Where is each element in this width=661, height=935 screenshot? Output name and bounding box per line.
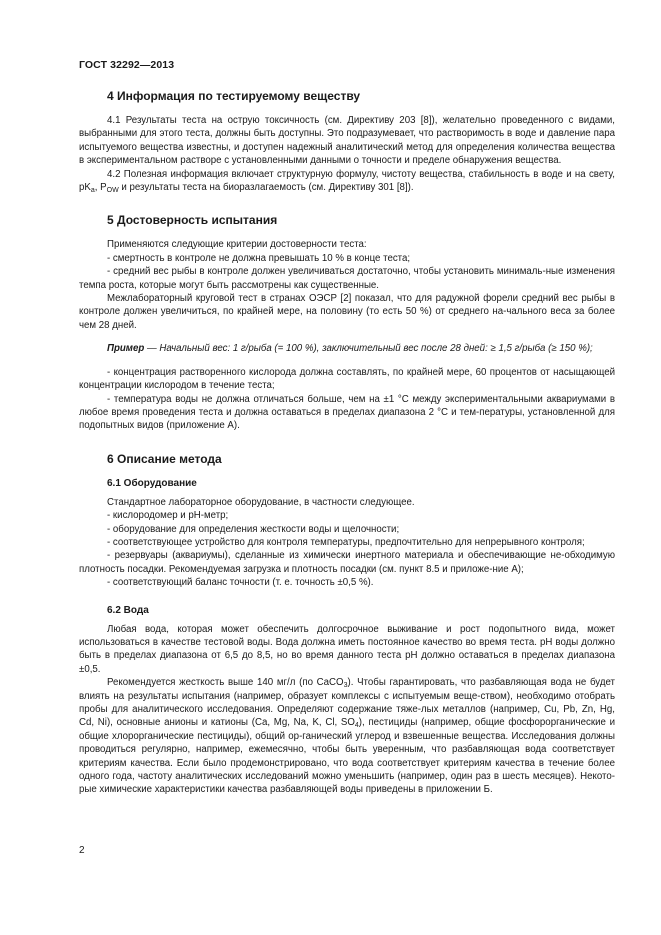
section-4-1-paragraph: 4.1 Результаты теста на острую токсичность (см. Директиву 203 [8]), желательно проведенного с видами, выбранными для этого теста, должны быть доступны. Это подразумевает, что растворимость в воде и давление пара испытуемого вещества известны, и доступен надежный аналитический метод для определения количества вещества в экспериментальном растворе с установленными данными о точности и пределе обнаружения вещества.	[79, 115, 615, 167]
water-paragraph-2	[79, 676, 615, 797]
criterion-temperature: - температура воды не должна отличаться больше, чем на ±1 °C между экспериментальными аквариумами в любое время проведения теста и должна оставаться в пределах диапазона 2 °C и тем-пературы, установленной для подопытных видов (приложение А).	[79, 393, 615, 432]
pow-subscript: OW	[106, 187, 119, 195]
section-5-intro: Применяются следующие критерии достоверности теста:	[107, 239, 367, 251]
section-4-2-text-c: и результаты теста на биоразлагаемость (см. Директиву 301 [8]).	[118, 182, 414, 194]
section-4-2-paragraph	[79, 168, 615, 195]
equipment-item-temperature: - соответствующее устройство для контроля температуры, предпочтительно для непрерывного контроля;	[107, 536, 585, 548]
so4-subscript: 4	[354, 722, 359, 730]
criterion-weight: - средний вес рыбы в контроле должен увеличиваться достаточно, чтобы установить минималь-ные изменения темпа роста, которые могут быть рассмотрены как существенные.	[79, 266, 615, 291]
section-6-2-title: 6.2 Вода	[107, 604, 149, 616]
example-text: — Начальный вес: 1 г/рыба (= 100 %), заключительный вес после 28 дней: ≥ 1,5 г/рыба (≥ 150 %);	[144, 343, 593, 355]
criterion-oxygen: - концентрация растворенного кислорода должна составлять, по крайней мере, 60 процентов от насыщающей концентрации кислородом в течение теста;	[79, 366, 615, 392]
example-label: Пример	[107, 343, 145, 355]
section-6-1-title: 6.1 Оборудование	[107, 477, 197, 489]
document-body	[79, 88, 615, 797]
page-number: 2	[79, 845, 85, 856]
section-5-title: 5 Достоверность испытания	[107, 213, 278, 228]
equipment-item-balance: - соответствующий баланс точности (т. е. точность ±0,5 %).	[107, 577, 374, 589]
section-4-2-text-a: 4.2 Полезная информация включает структурную формулу, чистоту вещества, стабильность в воде и на свету, pK	[79, 168, 615, 194]
pka-subscript: a	[90, 187, 95, 195]
section-4-2-text-b: , P	[94, 182, 107, 194]
criterion-mortality: - смертность в контроле не должна превышать 10 % в конце теста;	[107, 252, 411, 264]
water-paragraph-1: Любая вода, которая может обеспечить долгосрочное выживание и рост подопытного вида, может использоваться в качестве тестовой воды. Вода должна иметь постоянное качество во время теста. pH воды должно быть в пределах диапазона от 6,5 до 8,5, но во время данного теста pH должно оставаться в пределах диапазона ±0,5.	[79, 623, 615, 675]
document-header: ГОСТ 32292—2013	[79, 59, 175, 71]
water-text-c: ), пестициды (например, общие фосфорорганические и общие хлорорганические пестициды), общий ор-ганический углерод и взвешенные вещества. Исследования должны проводиться регулярно, например, ежемесячно, чтобы быть уверенным, что разбавляющая вода соответствует критериям качества. Если было продемонстрировано, что вода соответствует критериям качества в течение более одного года, частоту аналитических исследований можно уменьшить (например, один раз в шесть месяцев). Некото-рые химические характеристики качества разбавляющей воды приведены в приложении Б.	[79, 717, 616, 796]
equipment-intro: Стандартное лабораторное оборудование, в частности следующее.	[107, 496, 415, 508]
water-text-a: Рекомендуется жесткость выше 140 мг/л (по CaCO	[107, 677, 344, 689]
equipment-item-tanks: - резервуары (аквариумы), сделанные из химически инертного материала и обеспечивающие не-обходимую плотность посадки. Рекомендуемая загрузка и плотность посадки (см. пункт 8.5 и приложе-ние А);	[79, 550, 615, 575]
caco3-subscript: 3	[343, 682, 348, 690]
water-text-b: ). Чтобы гарантировать, что разбавляющая вода не будет влиять на результаты испытания (например, образует комплексы с испытуемым веще-ством), необходимо отобрать пробы для аналитического исследования. Определяют содержание тяже-лых металлов (например, Cu, Pb, Zn, Hg, Cd, Ni), основные анионы и катионы (Ca, Mg, Na, K, Cl, SO	[79, 677, 615, 729]
equipment-item-hardness: - оборудование для определения жесткости воды и щелочности;	[107, 523, 400, 535]
section-6-title: 6 Описание метода	[107, 451, 222, 466]
section-4-title: 4 Информация по тестируемому веществу	[107, 89, 361, 103]
example-note	[79, 342, 615, 355]
ring-test-paragraph: Межлабораторный круговой тест в странах ОЭСР [2] показал, что для радужной форели средний вес рыбы в контроле должен увеличиться, по крайней мере, на половину (то есть 50 %) от среднего на-чального веса за более чем 28 дней.	[79, 293, 615, 331]
equipment-item-oxygen-meter: - кислородомер и pH-метр;	[107, 510, 229, 522]
